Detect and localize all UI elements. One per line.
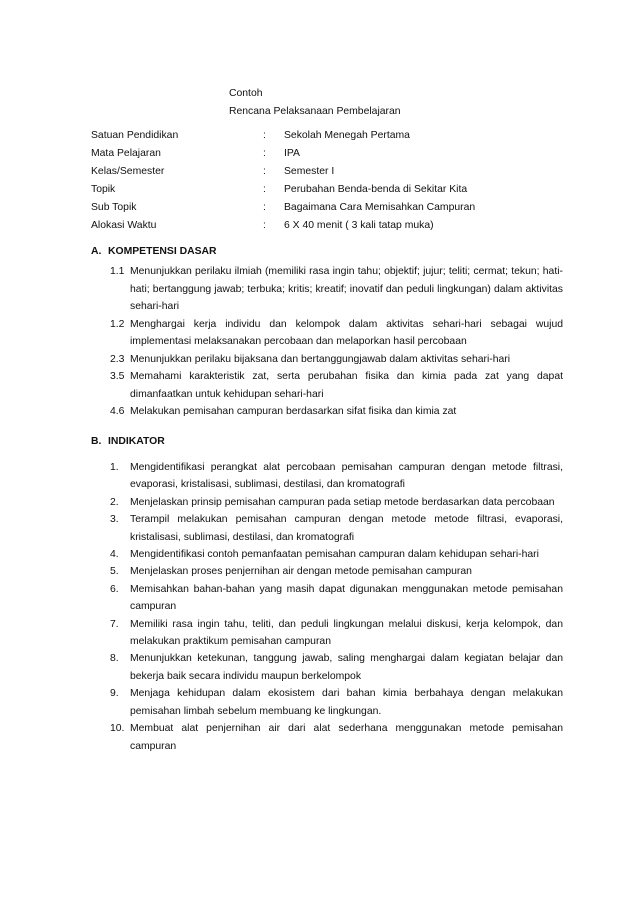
item-number: 8. (110, 653, 119, 665)
info-value: Perubahan Benda-benda di Sekitar Kita (284, 184, 468, 195)
info-value: Bagaimana Cara Memisahkan Campuran (284, 202, 476, 213)
title-line-2: Rencana Pelaksanaan Pembelajaran (229, 106, 401, 117)
item-number: 6. (110, 583, 119, 595)
item-number: 1.1 (110, 266, 125, 277)
item-number: 4. (110, 549, 119, 561)
item-number: 9. (110, 688, 119, 700)
list-item (110, 546, 563, 563)
item-text: Menjelaskan prinsip pemisahan campuran pada setiap metode berdasarkan data percobaan (130, 496, 555, 508)
info-colon: : (263, 220, 266, 231)
list-item (110, 650, 563, 685)
list-item (110, 263, 563, 316)
section-title: KOMPETENSI DASAR (108, 246, 217, 257)
info-colon: : (263, 184, 266, 195)
section-title: INDIKATOR (108, 436, 165, 447)
item-number: 7. (110, 618, 119, 630)
item-text: Mengidentifikasi perangkat alat percobaan pemisahan campuran dengan metode filtrasi, evaporasi, kristalisasi, sublimasi, destilasi, dan kromatografi (130, 462, 563, 491)
item-number: 4.6 (110, 406, 125, 417)
info-value: IPA (284, 148, 300, 159)
item-text: Terampil melakukan pemisahan campuran dengan metode metode filtrasi, evaporasi, kristalisasi, sublimasi, destilasi, dan kromatografi (130, 514, 563, 543)
info-colon: : (263, 166, 266, 177)
item-text: Memiliki rasa ingin tahu, teliti, dan peduli lingkungan melalui diskusi, kerja kelompok, dan melakukan praktikum pemisahan campuran (130, 618, 563, 648)
info-value: 6 X 40 menit ( 3 kali tatap muka) (284, 220, 434, 231)
list-item (110, 459, 563, 494)
item-number: 3.5 (110, 371, 125, 382)
item-number: 3. (110, 514, 119, 526)
item-text: Mengidentifikasi contoh pemanfaatan pemisahan campuran dalam kehidupan sehari-hari (130, 549, 539, 561)
item-text: Menunjukkan ketekunan, tanggung jawab, saling menghargai dalam kegiatan belajar dan bekerja baik secara individu maupun berkelompok (130, 653, 563, 682)
info-colon: : (263, 130, 266, 141)
item-text: Menunjukkan perilaku ilmiah (memiliki rasa ingin tahu; objektif; jujur; teliti; cermat; tekun; hati-hati; bertanggung jawab; terbuka; kritis; kreatif; inovatif dan peduli lingkungan) dalam aktivitas sehari-hari (130, 266, 563, 312)
item-number: 2. (110, 496, 119, 508)
item-number: 2.3 (110, 353, 125, 365)
item-text: Membuat alat penjernihan air dari alat sederhana menggunakan metode pemisahan campuran (130, 723, 563, 752)
list-item (110, 563, 563, 580)
indikator-list (110, 459, 563, 755)
info-colon: : (263, 202, 266, 213)
item-number: 5. (110, 566, 119, 578)
item-text: Menunjukkan perilaku bijaksana dan bertanggungjawab dalam aktivitas sehari-hari (130, 353, 511, 365)
info-value: Semester I (284, 166, 335, 177)
item-number: 1.2 (110, 318, 125, 330)
item-text: Menjelaskan proses penjernihan air dengan metode pemisahan campuran (130, 566, 472, 578)
info-value: Sekolah Menegah Pertama (284, 130, 410, 141)
section-letter: A. (91, 246, 102, 257)
kompetensi-dasar-list (110, 263, 563, 421)
item-number: 1. (110, 462, 119, 473)
section-heading-indikator (91, 434, 165, 450)
info-label: Satuan Pendidikan (91, 130, 179, 141)
list-item (110, 685, 563, 720)
info-label: Topik (91, 184, 116, 195)
item-number: 10. (110, 723, 125, 735)
info-label: Kelas/Semester (91, 166, 165, 177)
info-colon: : (263, 148, 266, 159)
list-item (110, 720, 563, 755)
item-text: Melakukan pemisahan campuran berdasarkan sifat fisika dan kimia zat (130, 406, 457, 417)
info-label: Sub Topik (91, 202, 137, 213)
list-item (110, 494, 563, 511)
list-item (110, 316, 563, 351)
section-letter: B. (91, 436, 102, 447)
info-label: Alokasi Waktu (91, 220, 157, 231)
item-text: Menjaga kehidupan dalam ekosistem dari bahan kimia berbahaya dengan melakukan pemisahan limbah sebelum membuang ke lingkungan. (130, 688, 563, 717)
list-item (110, 368, 563, 403)
info-label: Mata Pelajaran (91, 148, 161, 159)
section-heading-kompetensi-dasar (91, 244, 217, 260)
item-text: Menghargai kerja individu dan kelompok dalam aktivitas sehari-hari sebagai wujud implementasi melaksanakan percobaan dan melaporkan hasil percobaan (130, 318, 563, 347)
list-item (110, 351, 563, 369)
title-line-1: Contoh (229, 88, 263, 99)
item-text: Memahami karakteristik zat, serta perubahan fisika dan kimia pada zat yang dapat dimanfaatkan untuk kehidupan sehari-hari (130, 371, 563, 400)
item-text: Memisahkan bahan-bahan yang masih dapat digunakan menggunakan metode pemisahan campuran (130, 583, 563, 613)
list-item (110, 403, 563, 421)
list-item (110, 616, 563, 651)
list-item (110, 511, 563, 546)
list-item (110, 581, 563, 616)
document-title (229, 85, 401, 121)
